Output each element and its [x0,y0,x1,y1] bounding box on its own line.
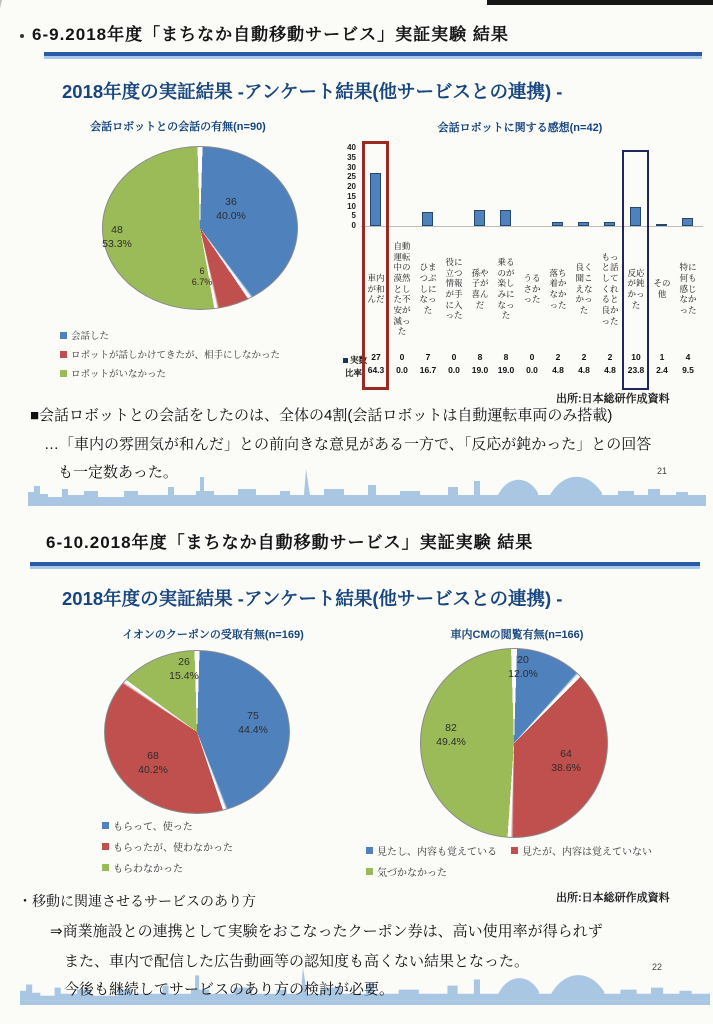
bar-count-value: 0 [399,352,405,362]
bar-rate-value: 9.5 [682,365,694,375]
row-label-counts-text: 実数 [350,355,368,365]
highlight-box-navy [622,150,649,390]
legend-label: ロボットがいなかった [71,369,167,380]
slide1-note-line2: …「車内の雰囲気が和んだ」との前向きな意見がある一方で、「反応が鈍かった」との回答 [44,436,652,453]
bar-rate-value: 0.0 [526,365,538,375]
bar-category-text: もっと話してくれると良かった [601,251,619,326]
pie3-label-blue [502,654,544,681]
bar-category-text: 落ち着かなかった [549,267,567,310]
scan-artifact-dot [20,34,24,38]
bar-plot-cell [415,140,441,226]
bar [552,222,563,226]
slide2-title: 2018年度の実証結果 -アンケート結果(他サービスとの連携) - [62,588,563,609]
bar-count-value: 10 [631,352,641,362]
legend-swatch-icon [102,864,109,871]
bar-column [571,140,597,378]
y-tick-label: 35 [347,152,356,162]
pie1-label-red [186,266,218,288]
row-label-rates [345,367,362,379]
legend-item [102,860,233,875]
bar-count-value: 8 [503,352,509,362]
bar-column [675,140,701,378]
y-tick-label: 20 [347,182,356,191]
bar-rate-value: 19.0 [471,365,489,375]
bar-plot-cell [519,140,545,226]
legend-swatch-icon [60,351,67,358]
bar [578,222,589,226]
pie3-red-pct: 38.6% [551,761,581,774]
slide2-header: 6-10.2018年度「まちなか自動移動サービス」実証実験 結果 [46,533,534,552]
legend-label: 気づかなかった [377,868,447,879]
pie3-blue-pct: 12.0% [508,667,538,680]
pie3-green-count: 82 [445,722,457,734]
pie1-label-blue [210,196,252,223]
bar-category-label [441,226,467,352]
pie3-legend [366,843,706,879]
pie1-label-green [94,224,140,251]
bar-category-text: うるさかった [523,273,541,305]
legend-swatch-icon [60,370,67,377]
legend-item [60,347,280,361]
legend-swatch-icon [366,847,373,854]
legend-swatch-icon [102,822,109,829]
pie2-label-blue [232,710,274,737]
slide2-source: 出所:日本総研作成資料 [556,892,670,904]
pie2-red-pct: 40.2% [138,763,168,776]
bar-category-text: 反応が鈍かった [627,267,645,310]
bar-category-label [415,226,441,352]
y-tick-label: 25 [347,172,356,182]
bar-column [519,140,545,378]
pie2-label-red [130,750,176,777]
bar-category-text: 役に立つ情報が手に入った [445,257,463,321]
pie1-red-count: 6 [199,266,205,276]
legend-item [102,839,233,854]
slide1-note-line3: も一定数あった。 [58,464,178,481]
bar-count-value: 2 [607,352,613,362]
bar-plot-cell [571,140,597,226]
slide1-note-line1: ■会話ロボットとの会話をしたのは、全体の4割(会話ロボットは自動運転車両のみ搭載) [30,407,613,424]
slide2-header-divider [30,562,700,566]
legend-label: 見たし、内容も覚えている [377,847,497,858]
bar-count-value: 2 [581,352,587,362]
y-tick-label: 30 [347,162,356,172]
bar-count-value: 7 [425,352,431,362]
bar-rate-value: 4.8 [578,365,590,375]
pie1-blue-pct: 40.0% [216,209,246,222]
legend-item [366,843,497,858]
bar-category-text: 孫や子が喜んだ [471,267,489,310]
scan-artifact-fold-line [0,0,4,99]
pie2-blue-count: 75 [247,710,259,722]
y-tick-label: 10 [347,201,356,211]
bar-rate-value: 19.0 [497,365,515,375]
bar [682,218,693,226]
series-marker-icon [343,358,348,363]
bar-category-label [519,226,545,352]
bar-column [597,140,623,378]
highlight-box-red [362,141,389,390]
legend-label: もらったが、使わなかった [113,843,233,854]
bar-category-label [597,226,623,352]
bar-category-text: ひまつぶしになった [419,262,437,315]
pie2-legend [102,818,233,875]
bar-plot-cell [467,140,493,226]
slide2-note-line3: また、車内で配信した広告動画等の認知度も高くない結果となった。 [64,953,530,970]
bar-rate-value: 64.3 [367,365,385,375]
pie3-label-green [428,722,474,749]
legend-label: もらって、使った [113,822,193,833]
pie3-blue-count: 20 [517,654,529,666]
slide2-note-line4: 今後も継続してサービスのあり方の検討が必要。 [64,981,395,998]
bar-plot-cell [545,140,571,226]
bar-rate-value: 16.7 [419,365,437,375]
slide1-page-number: 21 [657,466,668,476]
slide1-title: 2018年度の実証結果 -アンケート結果(他サービスとの連携) - [62,81,563,102]
legend-item [60,328,280,342]
slide2-note-line2: ⇒商業施設との連携として実験をおこなったクーポン券は、高い使用率が得られず [50,923,603,940]
bar [474,210,485,226]
bar [422,212,433,226]
bar-column [389,140,415,378]
bar-plot-cell [493,140,519,226]
bar-category-label [649,226,675,352]
legend-swatch-icon [60,332,67,339]
bar-category-label [545,226,571,352]
bar-category-text: その他 [653,278,671,299]
slide1-header-divider [44,52,702,56]
slide1-source: 出所:日本総研作成資料 [556,393,670,405]
bar-plot-cell [675,140,701,226]
bar-rate-value: 0.0 [396,365,408,375]
legend-item [366,864,447,879]
bar-column [467,140,493,378]
bar [500,210,511,226]
pie3-label-red [544,748,588,775]
row-label-rates-text: 比率 [345,368,363,378]
bar-chart-title: 会話ロボットに関する感想(n=42) [437,122,603,134]
bar [604,222,615,226]
pie3-green-pct: 49.4% [436,735,466,748]
bar-rate-value: 23.8 [627,365,645,375]
bar-rate-value: 4.8 [552,365,564,375]
bar-category-label [675,226,701,352]
bar [656,224,667,226]
bar-count-value: 0 [529,352,535,362]
bar-plot-cell [649,140,675,226]
pie2-green-pct: 15.4% [169,669,199,682]
legend-label: 会話した [71,331,110,342]
pie2-title: イオンのクーポンの受取有無(n=169) [122,629,304,641]
bar-column [493,140,519,378]
bar-column [649,140,675,378]
bar-category-text: 乗るのが楽しみになった [497,257,515,321]
bar-category-label [493,226,519,352]
legend-swatch-icon [511,847,518,854]
pie1-green-count: 48 [111,224,123,236]
slide2-note-line1: ・移動に関連させるサービスのあり方 [18,893,256,909]
pie2-blue-pct: 44.4% [238,723,268,736]
bar-count-value: 27 [371,352,381,362]
legend-swatch-icon [366,868,373,875]
y-tick-label: 40 [347,143,356,152]
pie1-red-pct: 6.7% [191,276,213,287]
legend-swatch-icon [102,843,109,850]
bar-chart-columns [363,140,701,378]
slide2-page-number: 22 [652,962,663,972]
legend-label: ロボットが話しかけてきたが、相手にしなかった [71,350,281,361]
bar-count-value: 1 [659,352,665,362]
bar-count-value: 0 [451,352,457,362]
bar-chart [343,140,705,392]
scan-artifact-top-edge [487,0,713,5]
bar-category-label [571,226,597,352]
bar-plot-cell [389,140,415,226]
slide1-header: 6-9.2018年度「まちなか自動移動サービス」実証実験 結果 [32,25,509,44]
bar-count-value: 2 [555,352,561,362]
legend-label: もらわなかった [113,864,183,875]
bar-plot-cell [597,140,623,226]
legend-item [511,843,652,858]
y-tick-label: 5 [351,211,356,221]
pie2-red-count: 68 [147,750,159,762]
pie1-blue-count: 36 [225,196,237,208]
legend-item [102,818,233,833]
pie3-title: 車内CMの閲覧有無(n=166) [450,629,584,641]
bar-category-label [389,226,415,352]
bar-rate-value: 2.4 [656,365,668,375]
bar-category-text: 自動運転中の漠然とした不安が減った [393,241,411,337]
bar-column [545,140,571,378]
bar-plot-cell [441,140,467,226]
bar-count-value: 8 [477,352,483,362]
pie3-red-count: 64 [560,748,572,760]
bar-column [415,140,441,378]
legend-label: 見たが、内容は覚えていない [522,847,652,858]
pie2-label-green [162,656,206,683]
bar-category-label [467,226,493,352]
pie2-green-count: 26 [178,656,190,668]
legend-item [60,366,280,380]
pie1-legend [60,328,280,380]
pie1-title: 会話ロボットとの会話の有無(n=90) [90,121,266,133]
y-tick-label: 15 [347,191,356,201]
bar-rate-value: 4.8 [604,365,616,375]
bar-rate-value: 0.0 [448,365,460,375]
y-tick-label: 0 [351,221,356,230]
bar-category-text: 良く聞こえなかった [575,262,593,315]
bar-chart-y-axis [343,140,358,230]
bar-category-text: 特に何も感じなかった [679,262,697,315]
pie1-green-pct: 53.3% [102,237,132,250]
bar-count-value: 4 [685,352,691,362]
bar-column [441,140,467,378]
bar-category-text: 車内が和んだ [367,273,385,305]
